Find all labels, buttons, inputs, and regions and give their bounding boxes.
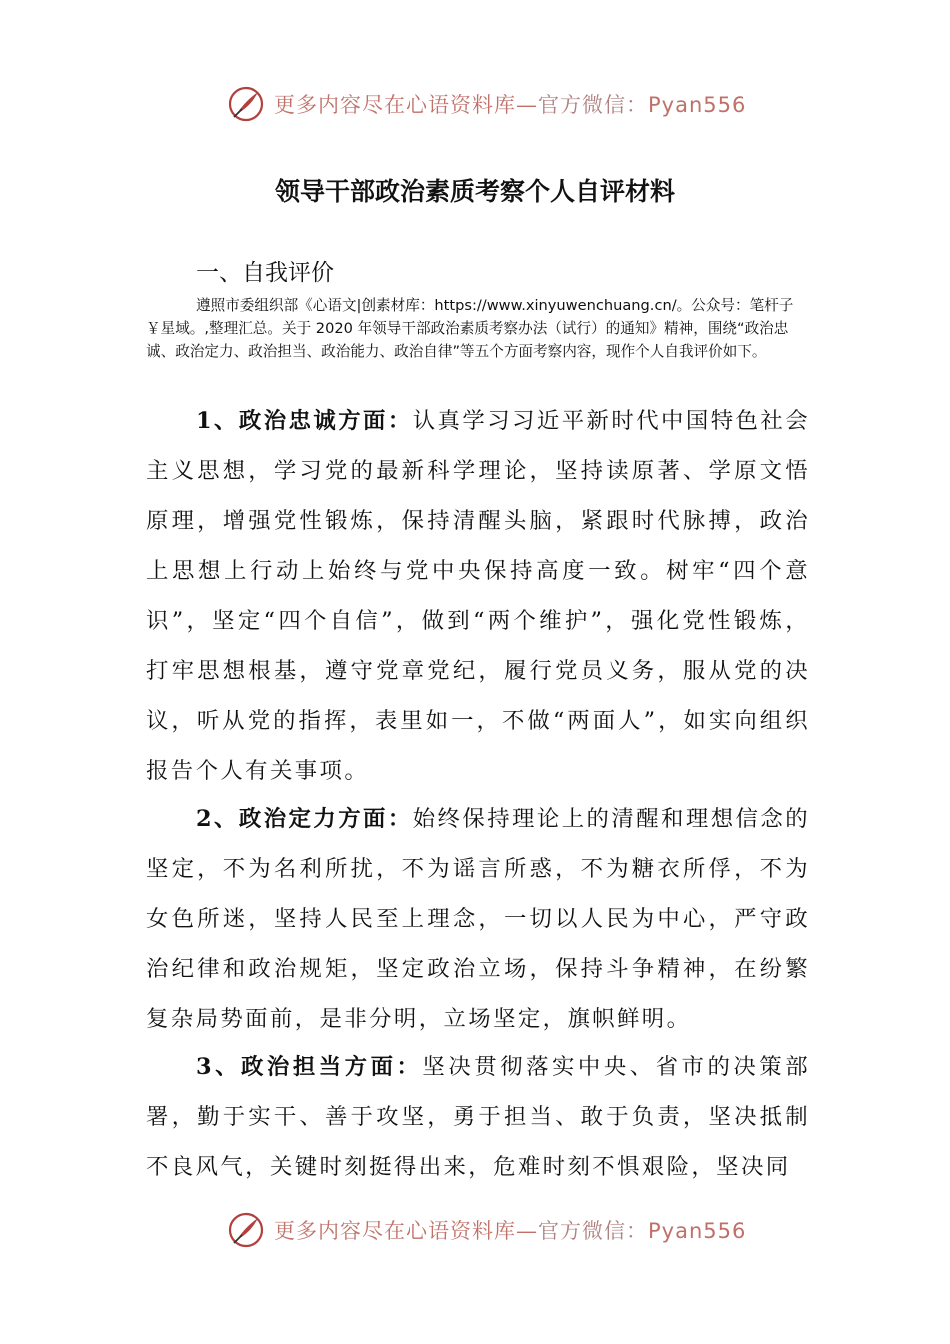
intro-paragraph: 遵照市委组织部《心语文|创素材库：https://www.xinyuwenchuang.cn/。公众号：笔杆子￥星域。,整理汇总。关于 2020 年领导干部政治素质考察办法（试行）的通知》精神，围绕“政治忠诚、政治定力、政治担当、政治能力、政治自律”等五个方面考察内容，现作个人自我评价如下。 (146, 297, 794, 360)
document-title: 领导干部政治素质考察个人自评材料 (274, 177, 675, 206)
quill-logo-icon (226, 84, 266, 124)
body-paragraph-political-loyalty (146, 396, 810, 796)
body-paragraph-political-responsibility (146, 1042, 810, 1192)
paragraph-lead: 2、政治定力方面： (196, 806, 413, 832)
quill-logo-icon (226, 1210, 266, 1250)
body-paragraph-political-resolve (146, 794, 810, 1044)
watermark-text: 更多内容尽在心语资料库—官方微信：Pyan556 (274, 93, 747, 117)
paragraph-text: 始终保持理论上的清醒和理想信念的坚定，不为名利所扰，不为谣言所惑，不为糖衣所俘，不为女色所迷，坚持人民至上理念，一切以人民为中心，严守政治纪律和政治规矩，坚定政治立场，保持斗争精神，在纷繁复杂局势面前，是非分明，立场坚定，旗帜鲜明。 (146, 806, 810, 1032)
watermark-banner-top (226, 82, 746, 126)
section-heading: 一、自我评价 (196, 260, 334, 286)
paragraph-lead: 3、政治担当方面： (196, 1054, 423, 1080)
watermark-banner-bottom (226, 1208, 746, 1252)
watermark-text: 更多内容尽在心语资料库—官方微信：Pyan556 (274, 1219, 747, 1243)
paragraph-text: 坚决贯彻落实中央、省市的决策部署，勤于实干、善于攻坚，勇于担当、敢于负责，坚决抵制不良风气，关键时刻挺得出来，危难时刻不惧艰险，坚决同 (146, 1054, 811, 1180)
paragraph-lead: 1、政治忠诚方面： (196, 408, 413, 434)
paragraph-text: 认真学习习近平新时代中国特色社会主义思想，学习党的最新科学理论，坚持读原著、学原文悟原理，增强党性锻炼，保持清醒头脑，紧跟时代脉搏，政治上思想上行动上始终与党中央保持高度一致。树牢“四个意识”，坚定“四个自信”，做到“两个维护”，强化党性锻炼，打牢思想根基，遵守党章党纪，履行党员义务，服从党的决议，听从党的指挥，表里如一，不做“两面人”，如实向组织报告个人有关事项。 (146, 408, 810, 784)
